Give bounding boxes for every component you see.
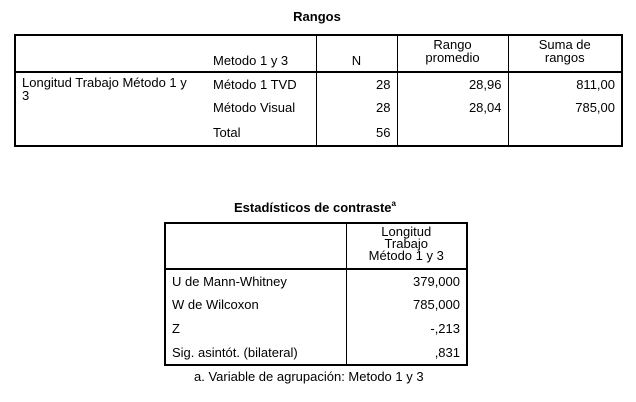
test-stats-row-value: ,831 <box>346 341 467 365</box>
test-stats-footnote: a. Variable de agrupación: Metodo 1 y 3 <box>194 369 424 384</box>
test-stats-table <box>164 222 468 366</box>
ranks-row-mean-rank: 28,04 <box>397 96 508 120</box>
test-stats-row <box>165 341 467 365</box>
ranks-row-group: Total <box>207 120 316 146</box>
test-stats-row <box>165 293 467 317</box>
test-stats-row-value: -,213 <box>346 317 467 341</box>
test-stats-header-variable-text: Longitud Trabajo Método 1 y 3 <box>368 224 444 263</box>
ranks-row-mean-rank: 28,96 <box>397 72 508 96</box>
test-stats-title-footnote-marker: a <box>391 199 396 208</box>
ranks-row-group: Método Visual <box>213 100 296 115</box>
ranks-header-row <box>15 35 622 72</box>
ranks-header-group: Metodo 1 y 3 <box>207 35 316 72</box>
ranks-header-mean-rank-text: Rango promedio <box>425 37 480 65</box>
ranks-header-empty <box>15 35 207 72</box>
test-stats-row-value: 379,000 <box>346 269 467 293</box>
test-stats-row <box>165 317 467 341</box>
ranks-row-sum-ranks <box>508 120 622 146</box>
test-stats-header-empty <box>165 223 346 269</box>
ranks-header-mean-rank <box>397 35 508 72</box>
ranks-row-n: 28 <box>316 96 397 120</box>
test-stats-header-row <box>165 223 467 269</box>
ranks-header-sum-ranks <box>508 35 622 72</box>
ranks-table <box>14 34 623 147</box>
test-stats-title-text: Estadísticos de contraste <box>234 200 392 215</box>
test-stats-row-label: W de Wilcoxon <box>165 293 346 317</box>
ranks-row-n: 28 <box>316 72 397 96</box>
ranks-row-mean-rank <box>397 120 508 146</box>
test-stats-title <box>164 200 466 215</box>
test-stats-header-variable <box>346 223 467 269</box>
ranks-row <box>15 72 622 96</box>
test-stats-row <box>165 269 467 293</box>
ranks-title: Rangos <box>293 9 341 24</box>
test-stats-row-value: 785,000 <box>346 293 467 317</box>
ranks-row-sum-ranks: 785,00 <box>508 96 622 120</box>
test-stats-row-label: U de Mann-Whitney <box>165 269 346 293</box>
ranks-variable-label <box>15 72 207 146</box>
test-stats-row-label: Sig. asintót. (bilateral) <box>165 341 346 365</box>
ranks-header-n: N <box>316 35 397 72</box>
ranks-row-group: Método 1 TVD <box>213 76 297 92</box>
ranks-row-n: 56 <box>316 120 397 146</box>
test-stats-row-label: Z <box>165 317 346 341</box>
ranks-header-sum-ranks-text: Suma de rangos <box>538 37 591 65</box>
ranks-row-sum-ranks: 811,00 <box>508 72 622 96</box>
ranks-variable-text: Longitud Trabajo Método 1 y 3 <box>22 75 187 103</box>
